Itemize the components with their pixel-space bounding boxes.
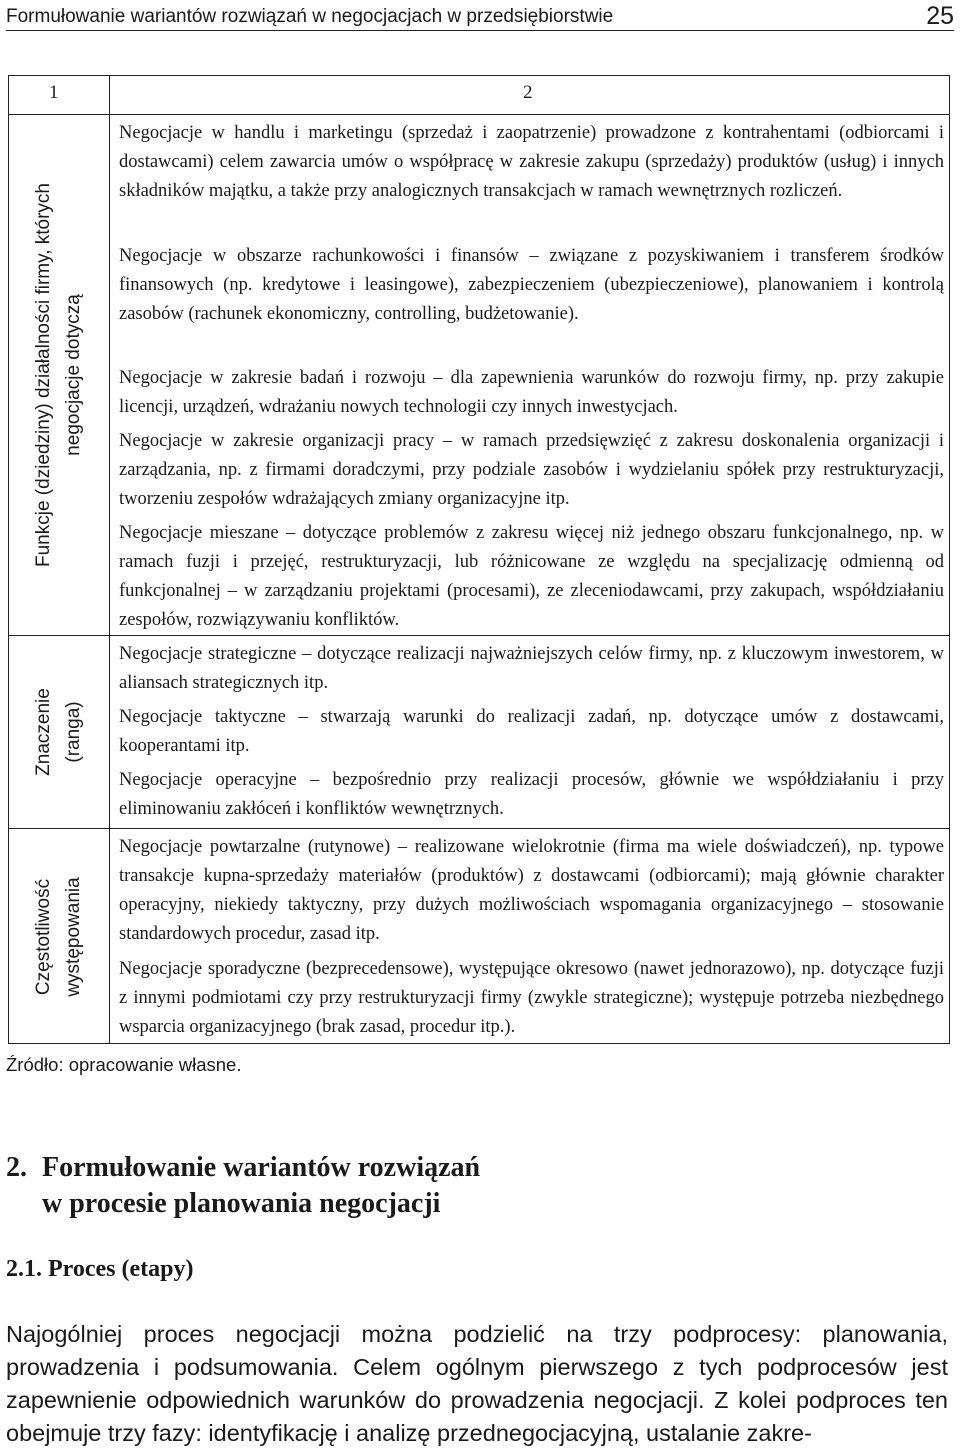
table-cell-paragraph: Negocjacje mieszane – dotyczące problemów z zakresu więcej niż jednego obszaru funkcjonalnego, np. w ramach fuzji i przejęć, restrukturyzacji, lub różnicowane ze względu na specjalizację odmienną od funkcjonalnej – w zarządzaniu projektami (procesami), ze zleceniodawcami, przy zakupach, współdziałaniu zespołów, rozwiązywaniu konfliktów. — [119, 523, 944, 630]
table-cell-paragraph: Negocjacje taktyczne – stwarzają warunki do realizacji zadań, np. dotyczące umów z dostawcami, kooperantami itp. — [119, 707, 944, 756]
row-label-frequency — [9, 828, 109, 1045]
table-cell-paragraph: Negocjacje powtarzalne (rutynowe) – realizowane wielokrotnie (firma ma wiele doświadczeń), np. typowe transakcje kupna-sprzedaży materiałów (produktów) z dostawcami (odbiorcami); mają głównie charakter operacyjny, niekiedy taktyczny, przy dużych możliwościach wspomagania organizacyjnego – stosowanie standardowych procedur, zasad itp. — [119, 837, 944, 944]
source-note: Źródło: opracowanie własne. — [6, 1054, 242, 1075]
table-cell-paragraph: Negocjacje sporadyczne (bezprecedensowe), występujące okresowo (nawet jednorazowo), np. dotyczące fuzji z innymi podmiotami czy przy restrukturyzacji firmy (zwykle strategiczne); występuje potrzeba niezbędnego wsparcia organizacyjnego (brak zasad, procedur itp.). — [119, 959, 944, 1037]
section-title: Formułowanie wariantów rozwiązań w procesie planowania negocjacji — [42, 1152, 481, 1219]
section-number: 2. — [6, 1152, 27, 1183]
column-divider — [109, 76, 110, 1043]
row-label-functions — [9, 114, 109, 635]
row-label-importance-line1: Znaczenie — [33, 687, 54, 776]
table-cell-paragraph: Negocjacje strategiczne – dotyczące realizacji najważniejszych celów firmy, np. z kluczowym inwestorem, w aliansach strategicznych itp. — [119, 644, 944, 693]
subsection-heading: 2.1. Proces (etapy) — [6, 1256, 194, 1282]
table-cell-paragraph: Negocjacje w handlu i marketingu (sprzedaż i zaopatrzenie) prowadzone z kontrahentami (odbiorcami i dostawcami) celem zawarcia umów o współpracę w zakresie zakupu (sprzedaży) produktów (usług) i innych składników majątku, a także przy analogicznych transakcjach w ramach wewnętrznych rozliczeń. — [119, 123, 944, 201]
table-cell-paragraph: Negocjacje operacyjne – bezpośrednio przy realizacji procesów, głównie we współdziałaniu i przy eliminowaniu zakłóceń i konfliktów wewnętrznych. — [119, 770, 944, 819]
row-label-frequency-line2: występowania — [63, 876, 84, 997]
row-label-importance-line2: (ranga) — [63, 700, 84, 763]
row-divider — [9, 635, 949, 636]
column-header-1: 1 — [49, 82, 59, 103]
page-number: 25 — [926, 2, 954, 30]
header-divider — [9, 114, 949, 115]
running-head — [6, 4, 954, 31]
row-divider — [9, 828, 949, 829]
row-label-functions-line2: negocjacje dotyczą — [63, 293, 84, 456]
table-cell-paragraph: Negocjacje w obszarze rachunkowości i finansów – związane z pozyskiwaniem i transferem środków finansowych (np. kredytowe i leasingowe), zabezpieczeniem (ubezpieczeniowe), planowaniem i kontrolą zasobów (rachunek ekonomiczny, controlling, budżetowanie). — [119, 246, 944, 324]
table-cell-paragraph: Negocjacje w zakresie badań i rozwoju – dla zapewnienia warunków do rozwoju firmy, np. przy zakupie licencji, urządzeń, wdrażaniu nowych technologii czy innych inwestycjach. — [119, 368, 944, 417]
body-paragraph: Najogólniej proces negocjacji można podzielić na trzy podprocesy: planowania, prowadzenia i podsumowania. Celem ogólnym pierwszego z tych podprocesów jest zapewnienie odpowiednich warunków do prowadzenia negocjacji. Z kolei podproces ten obejmuje trzy fazy: identyfikację i analizę przednegocjacyjną, ustalanie zakre- — [6, 1321, 948, 1446]
row-label-functions-line1: Funkcje (dziedziny) działalności firmy, których — [33, 182, 54, 567]
classification-table — [8, 75, 950, 1044]
column-header-2: 2 — [523, 82, 533, 103]
table-cell-paragraph: Negocjacje w zakresie organizacji pracy – w ramach przedsięwzięć z zakresu doskonalenia organizacji i zarządzania, np. z firmami doradczymi, przy podziale zasobów i wydzielaniu spółek przy restrukturyzacji, tworzeniu zespołów wdrażających zmiany organizacyjne itp. — [119, 431, 944, 509]
row-label-importance — [9, 635, 109, 828]
running-head-title: Formułowanie wariantów rozwiązań w negocjacjach w przedsiębiorstwie — [6, 6, 614, 27]
row-label-frequency-line1: Częstotliwość — [33, 878, 54, 995]
